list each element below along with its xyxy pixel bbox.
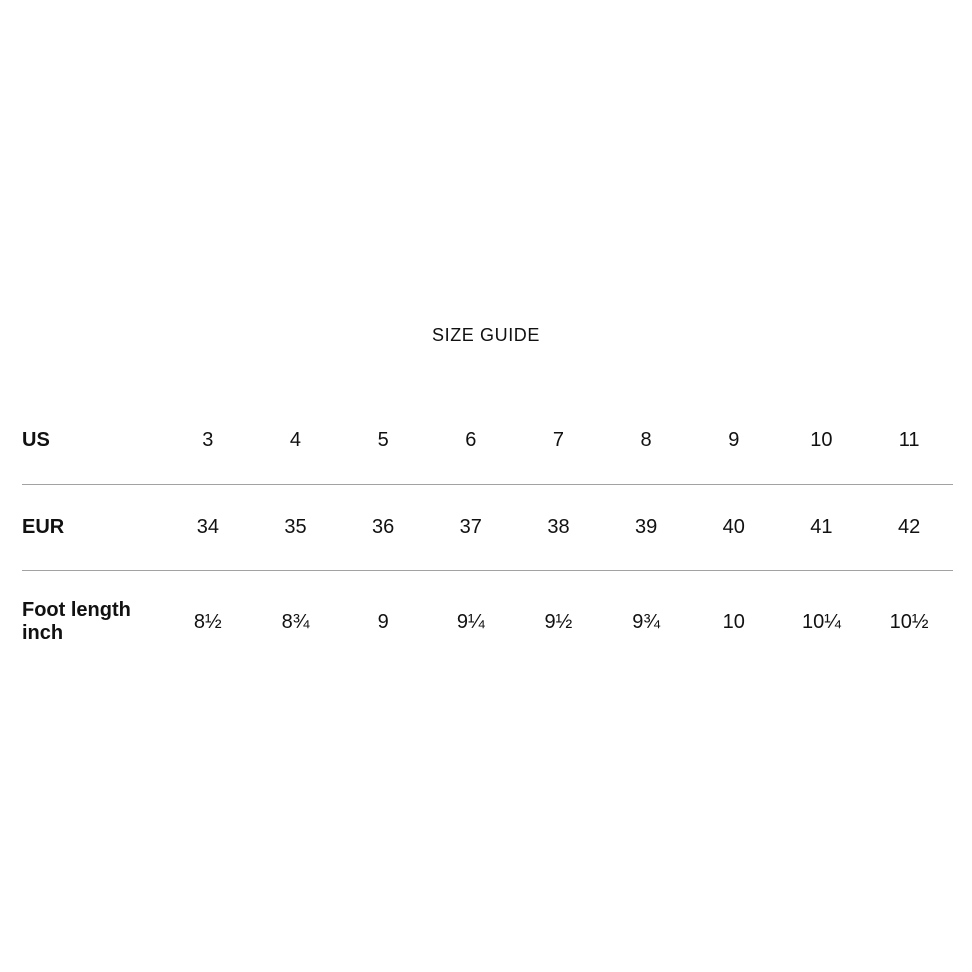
table-row-us [22, 398, 953, 484]
us-size-value: 5 [339, 398, 427, 484]
us-size-value: 7 [515, 398, 603, 484]
table-row-eur [22, 484, 953, 570]
eur-size-value: 35 [252, 484, 340, 570]
row-label-foot-length: Foot length inch [22, 599, 131, 645]
eur-size-value: 34 [164, 484, 252, 570]
foot-length-value: 10 [722, 610, 745, 633]
eur-size-value: 39 [602, 484, 690, 570]
foot-length-value: 9¾ [632, 610, 661, 633]
eur-size-value: 37 [427, 484, 515, 570]
row-label-eur: EUR [22, 484, 164, 570]
foot-length-value: 9¼ [456, 610, 485, 633]
us-size-value: 6 [427, 398, 515, 484]
eur-size-value: 40 [690, 484, 778, 570]
eur-size-value: 41 [778, 484, 866, 570]
eur-size-value: 38 [515, 484, 603, 570]
us-size-value: 10 [778, 398, 866, 484]
us-size-value: 3 [164, 398, 252, 484]
row-label-us: US [22, 398, 164, 484]
us-size-value: 11 [865, 398, 953, 484]
eur-size-value: 42 [865, 484, 953, 570]
eur-size-value: 36 [339, 484, 427, 570]
foot-length-value: 10¼ [801, 610, 841, 633]
foot-length-value: 8½ [193, 610, 222, 633]
us-size-value: 9 [690, 398, 778, 484]
foot-length-value: 9½ [544, 610, 573, 633]
table-row-foot-length [22, 570, 953, 674]
foot-length-value: 8¾ [281, 610, 310, 633]
foot-length-value: 9 [377, 610, 389, 633]
foot-length-value: 10½ [889, 610, 929, 633]
us-size-value: 4 [252, 398, 340, 484]
size-guide-table [22, 398, 953, 674]
us-size-value: 8 [602, 398, 690, 484]
page-title: SIZE GUIDE [431, 325, 540, 345]
